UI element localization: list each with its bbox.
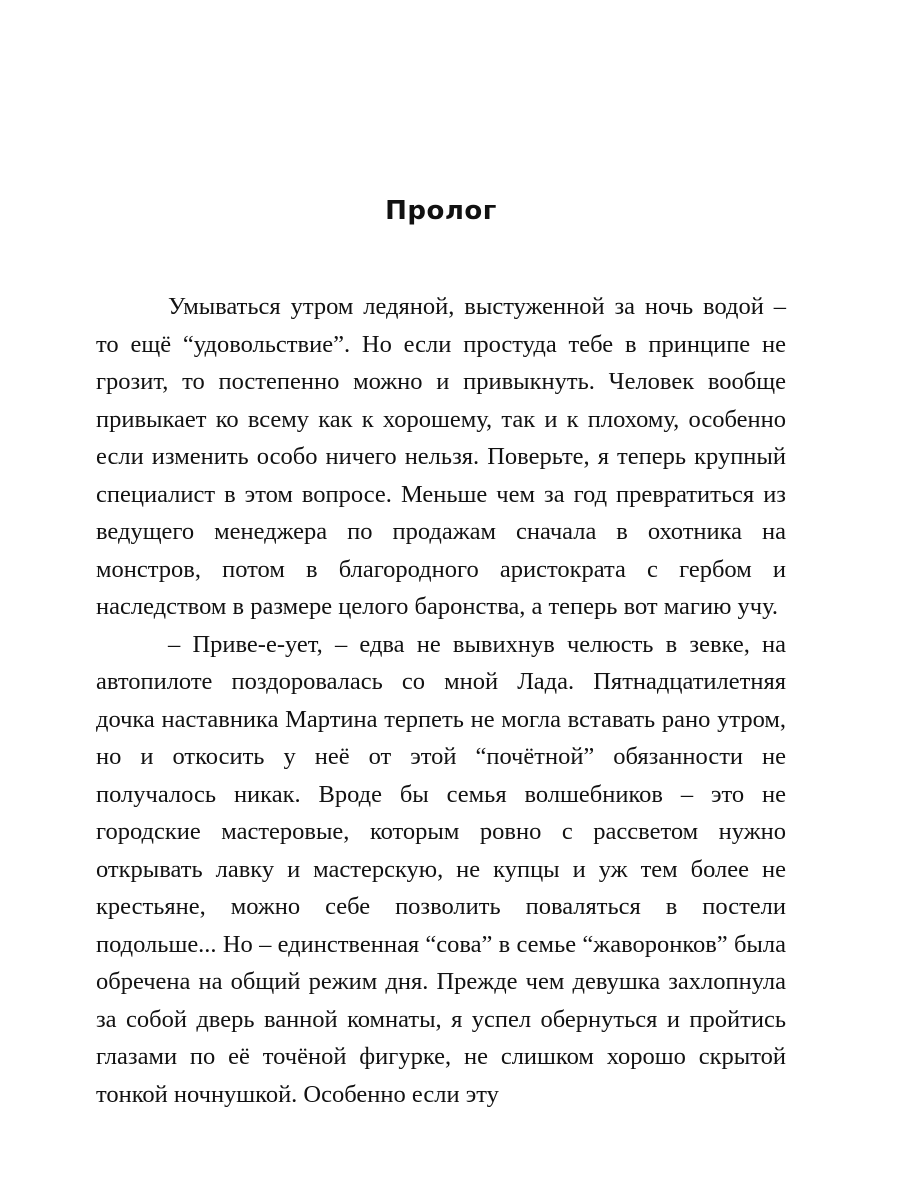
page-content: [96, 196, 786, 1113]
body-text: [96, 288, 786, 1113]
page-title: Пролог: [385, 196, 497, 226]
paragraph-1: Умываться утром ледяной, выстуженной за ночь водой – то ещё “удовольствие”. Но если простуда тебе в принципе не грозит, то постепенно можно и привыкнуть. Человек вообще привыкает ко всему как к хорошему, так и к плохому, особенно если изменить особо ничего нельзя. Поверьте, я теперь крупный специалист в этом вопросе. Меньше чем за год превратиться из ведущего менеджера по продажам сначала в охотника на монстров, потом в благородного аристократа с гербом и наследством в размере целого баронства, а теперь вот магию учу.: [96, 293, 786, 620]
paragraph-2: – Приве-е-ует, – едва не вывихнув челюсть в зевке, на автопилоте поздоровалась со мной Лада. Пятнадцатилетняя дочка наставника Мартина терпеть не могла вставать рано утром, но и откосить у неё от этой “почётной” обязанности не получалось никак. Вроде бы семья волшебников – это не городские мастеровые, которым ровно с рассветом нужно открывать лавку и мастерскую, не купцы и уж тем более не крестьяне, можно себе позволить поваляться в постели подольше... Но – единственная “сова” в семье “жаворонков” была обречена на общий режим дня. Прежде чем девушка захлопнула за собой дверь ванной комнаты, я успел обернуться и пройтись глазами по её точёной фигурке, не слишком хорошо скрытой тонкой ночнушкой. Особенно если эту: [96, 630, 786, 1108]
